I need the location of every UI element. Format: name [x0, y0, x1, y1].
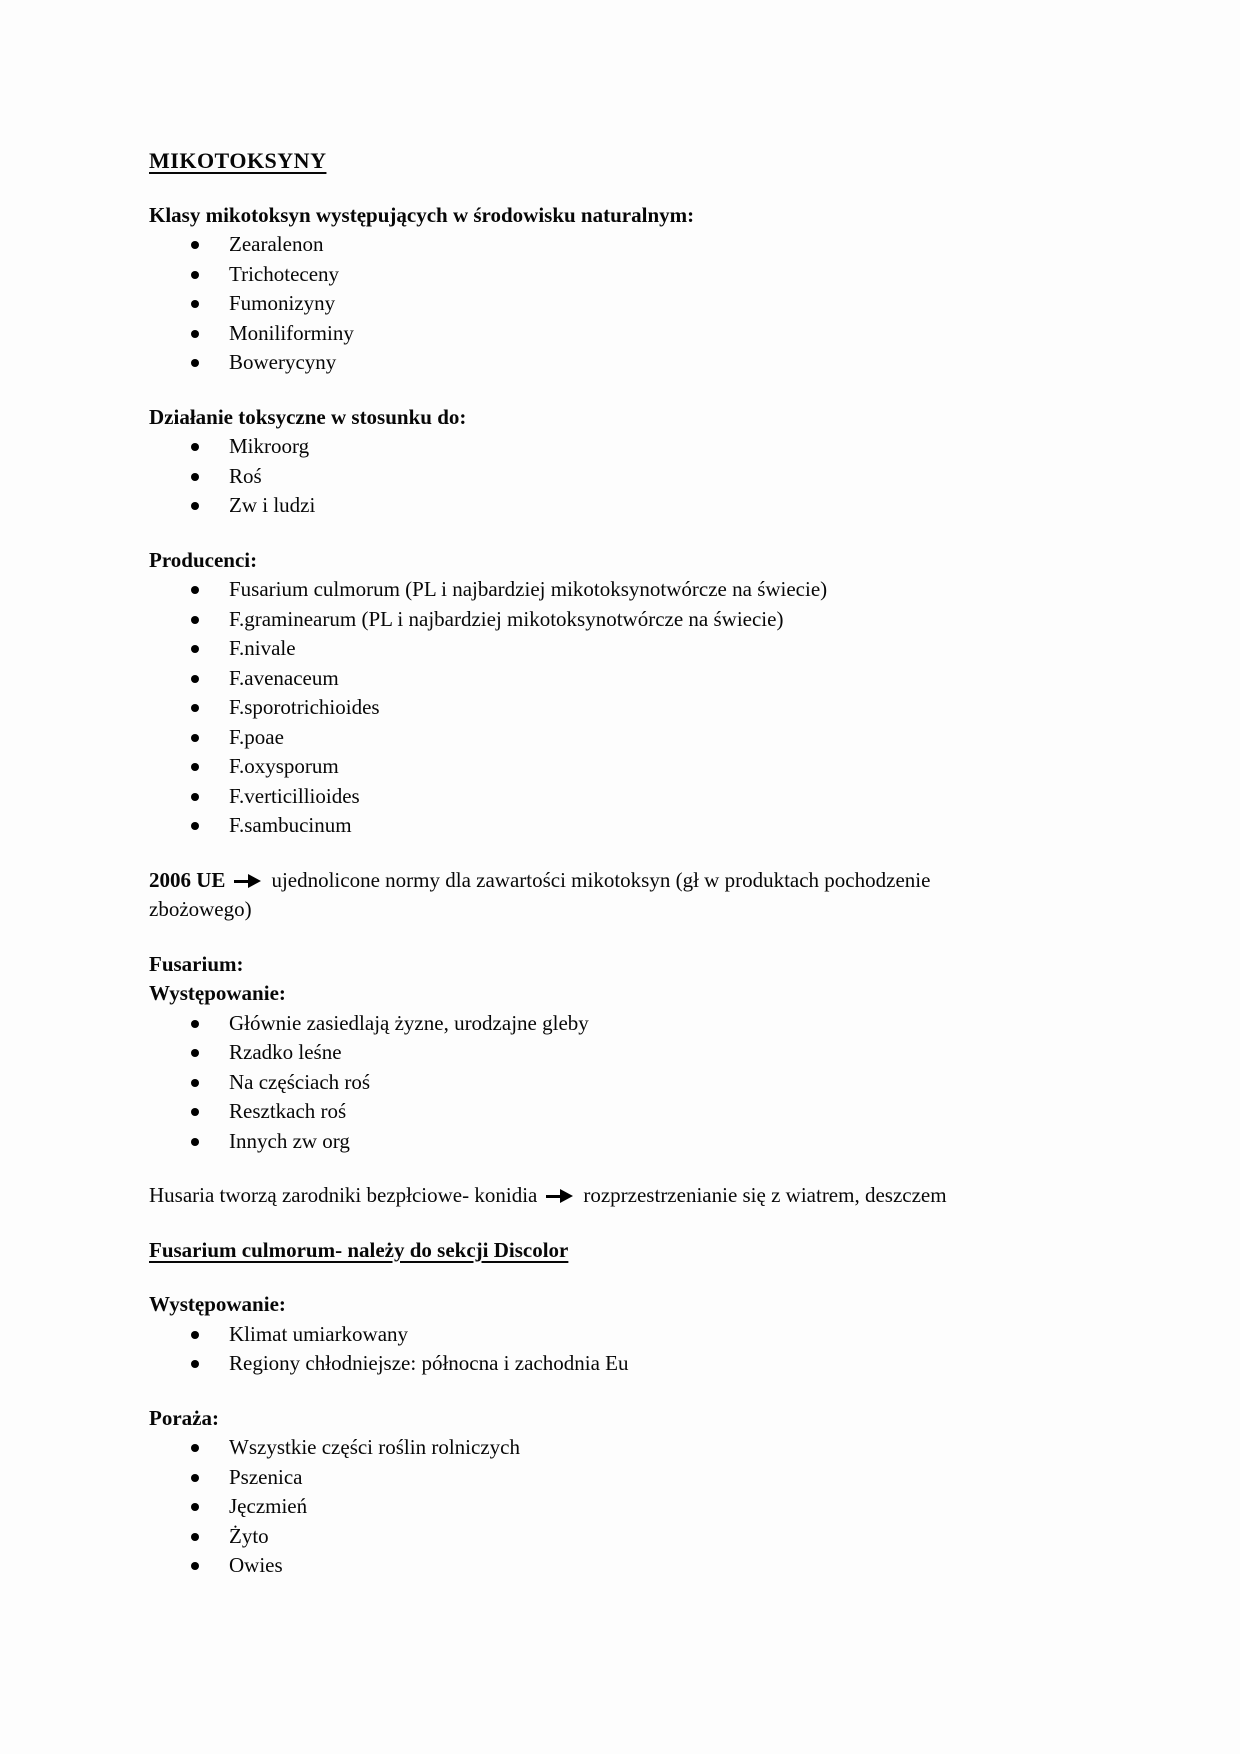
arrow-right-icon [545, 1189, 573, 1204]
list-item: Jęczmień [149, 1492, 1049, 1522]
list-item: Moniliforminy [149, 319, 1049, 349]
list-item: Resztkach roś [149, 1097, 1049, 1127]
list-item: F.sporotrichioides [149, 693, 1049, 723]
list-item: Pszenica [149, 1463, 1049, 1493]
list-item: F.nivale [149, 634, 1049, 664]
paragraph-2006-note [149, 866, 1005, 925]
husaria-text-before: Husaria tworzą zarodniki bezpłciowe- konidia [149, 1183, 538, 1207]
document-title: MIKOTOKSYNY [149, 148, 327, 173]
list-item: Owies [149, 1551, 1049, 1581]
list-poraza [149, 1433, 1049, 1581]
list-culmorum-wystepowanie [149, 1320, 1049, 1379]
note-2006-text: ujednolicone normy dla zawartości mikotoksyn (gł w produktach pochodzenie zbożowego) [149, 867, 931, 921]
list-item: Głównie zasiedlają żyzne, urodzajne gleby [149, 1009, 1049, 1039]
list-dzialanie [149, 432, 1049, 521]
heading-klasy: Klasy mikotoksyn występujących w środowisku naturalnym: [149, 202, 695, 227]
list-item: F.oxysporum [149, 752, 1049, 782]
list-item: Zw i ludzi [149, 491, 1049, 521]
list-item: Zearalenon [149, 230, 1049, 260]
paragraph-husaria-note [149, 1181, 1049, 1211]
heading-poraza: Poraża: [149, 1405, 219, 1430]
list-item: Roś [149, 462, 1049, 492]
list-item: Fumonizyny [149, 289, 1049, 319]
heading-dzialanie: Działanie toksyczne w stosunku do: [149, 404, 467, 429]
heading-fusarium-culmorum: Fusarium culmorum- należy do sekcji Discolor [149, 1237, 569, 1262]
list-item: F.verticillioides [149, 782, 1049, 812]
list-item: F.graminearum (PL i najbardziej mikotoksynotwórcze na świecie) [149, 605, 1049, 635]
list-item: Bowerycyny [149, 348, 1049, 378]
husaria-text-after: rozprzestrzenianie się z wiatrem, deszczem [583, 1183, 947, 1207]
list-item: Wszystkie części roślin rolniczych [149, 1433, 1049, 1463]
list-item: Fusarium culmorum (PL i najbardziej mikotoksynotwórcze na świecie) [149, 575, 1049, 605]
heading-fusarium: Fusarium: [149, 951, 244, 976]
arrow-right-icon [233, 874, 261, 889]
list-producenci [149, 575, 1049, 841]
document-body [149, 146, 1049, 1581]
list-item: F.sambucinum [149, 811, 1049, 841]
list-item: Żyto [149, 1522, 1049, 1552]
note-2006-lead: 2006 UE [149, 867, 226, 892]
list-fusarium-wystepowanie [149, 1009, 1049, 1157]
heading-wystepowanie: Występowanie: [149, 981, 286, 1005]
list-item: F.avenaceum [149, 664, 1049, 694]
heading-producenci: Producenci: [149, 547, 258, 572]
heading-wystepowanie-2: Występowanie: [149, 1292, 286, 1316]
list-item: Innych zw org [149, 1127, 1049, 1157]
list-item: Mikroorg [149, 432, 1049, 462]
list-item: Regiony chłodniejsze: północna i zachodnia Eu [149, 1349, 1049, 1379]
list-item: Klimat umiarkowany [149, 1320, 1049, 1350]
list-item: Trichoteceny [149, 260, 1049, 290]
list-klasy [149, 230, 1049, 378]
list-item: F.poae [149, 723, 1049, 753]
list-item: Na częściach roś [149, 1068, 1049, 1098]
list-item: Rzadko leśne [149, 1038, 1049, 1068]
